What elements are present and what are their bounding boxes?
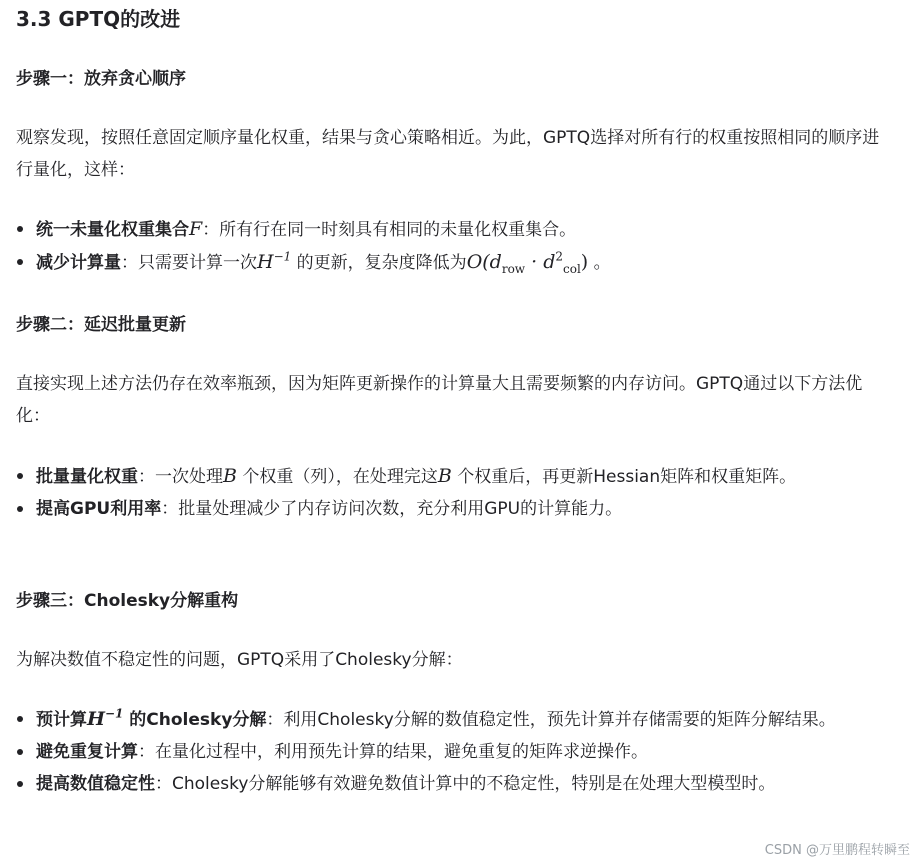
bullet-bold: 统一未量化权重集合 [36,220,189,240]
bullet-bold: 减少计算量 [36,253,121,273]
math-symbol: F [189,218,203,240]
list-item [16,213,886,246]
list-item [16,768,886,800]
step1-heading: 步骤一：放弃贪心顺序 [16,69,186,89]
bullet-text: ：所有行在同一时刻具有相同的未量化权重集合。 [202,220,577,240]
list-item [16,736,886,768]
bullet-text: 个权重后，再更新Hessian矩阵和权重矩阵。 [451,467,797,487]
csdn-watermark: CSDN @万里鹏程转瞬至 [764,843,910,858]
math-symbol: B [437,465,452,487]
bullet-text: ：一次处理 [138,467,223,487]
bullet-text: ：批量处理减少了内存访问次数，充分利用GPU的计算能力。 [161,499,623,519]
bullet-text: 。 [588,253,611,273]
bullet-bold: 的Cholesky分解 [123,710,267,730]
bullet-bold: 批量量化权重 [36,467,138,487]
bullet-text: ：只需要计算一次 [121,253,257,273]
step2-heading: 步骤二：延迟批量更新 [16,315,186,335]
bullet-bold: 预计算 [36,710,87,730]
math-symbol: $H^{-1}$ [257,249,292,273]
list-item [16,493,886,525]
bullet-bold: 避免重复计算 [36,742,138,762]
step3-paragraph: 为解决数值不稳定性的问题，GPTQ采用了Cholesky分解： [16,650,463,670]
step2-paragraph: 直接实现上述方法仍存在效率瓶颈，因为矩阵更新操作的计算量大且需要频繁的内存访问。GPTQ通过以下方法优化： [16,374,863,426]
bullet-text: ：Cholesky分解能够有效避免数值计算中的不稳定性，特别是在处理大型模型时。 [155,774,776,794]
step1-paragraph: 观察发现，按照任意固定顺序量化权重，结果与贪心策略相近。为此，GPTQ选择对所有行的权重按照相同的顺序进行量化，这样： [16,128,880,180]
bullet-bold: 提高数值稳定性 [36,774,155,794]
bullet-text: 个权重（列），在处理完这 [236,467,438,487]
bullet-text: ：在量化过程中，利用预先计算的结果，避免重复的矩阵求逆操作。 [138,742,648,762]
list-item [16,703,886,736]
list-item [16,460,886,493]
step3-heading: 步骤三：Cholesky分解重构 [16,591,239,611]
math-symbol: $H^{-1}$ [87,706,124,730]
bullet-bold: 提高GPU利用率 [36,499,162,519]
math-symbol: B [223,465,237,487]
math-complexity: $O(d_{row} \cdot d^2_{col})$ [466,249,589,276]
step2-list [16,460,886,525]
step3-list [16,703,886,800]
step1-list [16,213,886,279]
bullet-text: 的更新，复杂度降低为 [291,253,467,273]
list-item [16,246,886,279]
bullet-text: ：利用Cholesky分解的数值稳定性，预先计算并存储需要的矩阵分解结果。 [266,710,836,730]
section-title: 3.3 GPTQ的改进 [16,7,181,31]
